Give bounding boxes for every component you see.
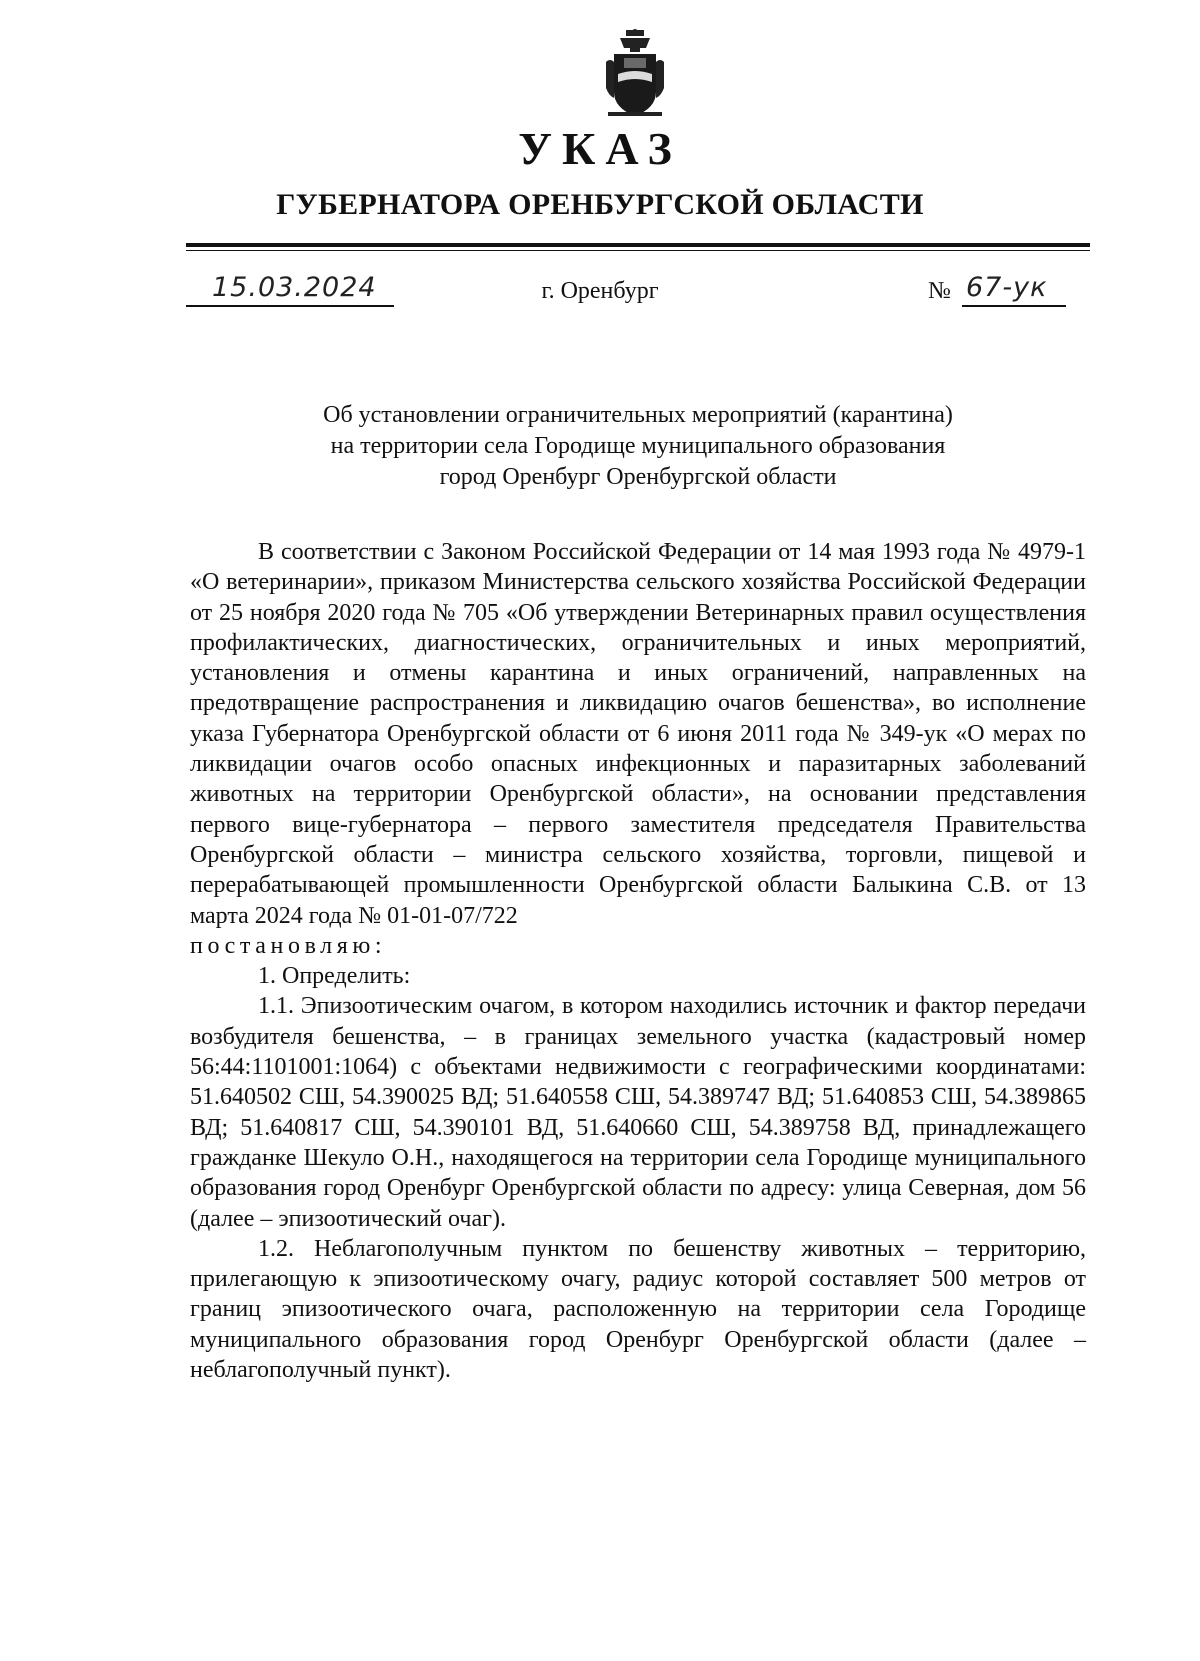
decree-heading (186, 400, 1090, 493)
decree-number: 67-ук (966, 272, 1048, 303)
heading-line: город Оренбург Оренбургской области (439, 464, 837, 490)
item-1-1: 1.1. Эпизоотическим очагом, в котором находились источник и фактор передачи возбудителя бешенства, – в границах земельного участка (кадастровый номер 56:44:1101001:1064) с объектами недвижимости с географическими координатами: 51.640502 СШ, 54.390025 ВД; 51.640558 СШ, 54.389747 ВД; 51.640853 СШ, 54.389865 ВД; 51.640817 СШ, 54.390101 ВД, 51.640660 СШ, 54.389758 ВД, принадлежащего гражданке Шекуло О.Н., находящегося на территории села Городище муниципального образования город Оренбург Оренбургской области по адресу: улица Северная, дом 56 (далее – эпизоотический очаг). (190, 993, 1086, 1232)
header-divider-thin (186, 250, 1090, 251)
decree-date: 15.03.2024 (212, 272, 377, 303)
issuer-subtitle: ГУБЕРНАТОРА ОРЕНБУРГСКОЙ ОБЛАСТИ (276, 188, 924, 221)
heading-line: Об установлении ограничительных мероприятий (карантина) (323, 402, 953, 428)
header-divider-thick (186, 243, 1090, 247)
decree-body (190, 537, 1086, 1385)
decree-place: г. Оренбург (541, 278, 659, 304)
item-1-2: 1.2. Неблагополучным пунктом по бешенству животных – территорию, прилегающую к эпизоотическому очагу, радиус которой составляет 500 метров от границ эпизоотического очага, расположенную на территории села Городище муниципального образования город Оренбург Оренбургской области (далее – неблагополучный пункт). (190, 1235, 1086, 1384)
number-underline (962, 305, 1066, 307)
decree-word: постановляю: (190, 932, 387, 959)
orenburg-coat-of-arms-icon (604, 28, 666, 120)
heading-line: на территории села Городище муниципального образования (330, 433, 946, 459)
item-1: 1. Определить: (258, 963, 411, 990)
number-prefix: № (928, 278, 951, 304)
date-underline (186, 305, 394, 307)
preamble-paragraph: В соответствии с Законом Российской Федерации от 14 мая 1993 года № 4979-1 «О ветеринарии», приказом Министерства сельского хозяйства Российской Федерации от 25 ноября 2020 года № 705 «Об утверждении Ветеринарных правил осуществления профилактических, диагностических, ограничительных и иных мероприятий, установления и отмены карантина и иных ограничений, направленных на предотвращение распространения и ликвидацию очагов бешенства», во исполнение указа Губернатора Оренбургской области от 6 июня 2011 года № 349-ук «О мерах по ликвидации очагов особо опасных инфекционных и паразитарных заболеваний животных на территории Оренбургской области», на основании представления первого вице-губернатора – первого заместителя председателя Правительства Оренбургской области – министра сельского хозяйства, торговли, пищевой и перерабатывающей промышленности Оренбургской области Балыкина С.В. от 13 марта 2024 года № 01-01-07/722 (190, 539, 1086, 929)
document-type-title: УКАЗ (518, 123, 682, 174)
